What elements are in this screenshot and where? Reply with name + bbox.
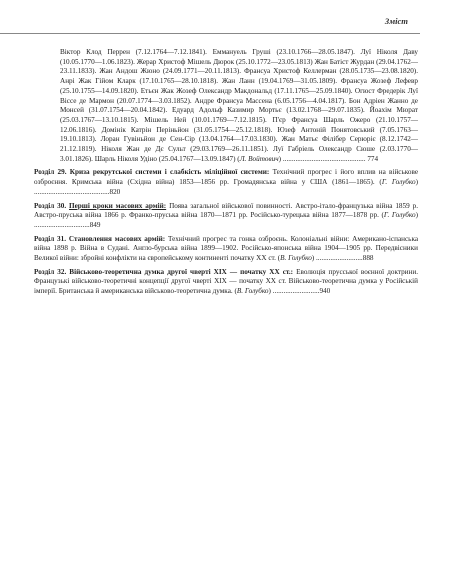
section-title: Криза рекрутської системи і слабкість міліційної системи: [69,168,270,177]
toc-leader-dots: ............................... [34,220,90,229]
toc-leader-dots: .......................................... [34,187,110,196]
table-of-contents [34,48,418,297]
toc-section-30[interactable]: Розділ 30. Перші кроки масових армій: Поява загальної військової повинності. Австро-італо-французька війна 1859 р. Австро-пруська війна 1866 р. Франко-пруська війна 1870—1871 рр. Російсько-турецька війна 1877—1878 рр. (Г. Голубко) ...............................849 [34,201,419,229]
section-page-number: 849 [89,220,101,229]
toc-page-number: 774 [367,154,379,163]
toc-entry-continued: Віктор Клод Перрен (7.12.1764—7.12.1841). Еммануель Груші (23.10.1766—28.05.1847). Луї Ніколя Даву (10.05.1770—1.06.1823). Жерар Христоф Мішель Дюрок (25.10.1772—23.05.1813) Жан Батіст Журдан (29.04.1762—23.11.1833). Жан Андош Жюно (24.09.1771—20.11.1813). Франсуа Христоф Келлерман (28.05.1735—23.08.1820). Анрі Жак Гійом Кларк (17.10.1765—28.10.1818). Жан Ланн (19.04.1769—31.05.1809). Франсуа Жозеф Лефевр (25.10.1755—14.09.1820). Етьєн Жак Жозеф Олександр Макдональд (17.11.1765—25.09.1840). Огюст Фредерік Луї Віссе де Мармон (20.07.1774—3.03.1852). Андре Франсуа Массена (6.05.1756—4.04.1817). Бон Адріен Жанно де Монсей (31.07.1754—20.04.1842). Едуард Адольф Казимир Мортьє (13.02.1768—29.07.1835). Йоахім Мюрат (25.03.1767—13.10.1815). Мішель Ней (10.01.1769—7.12.1815). П'єр Франсуа Шарль Ожеро (21.10.1757—12.06.1816). Домінік Катрін Періньйон (31.05.1754—25.12.1818). Юзеф Антоній Понятовський (7.05.1763—19.10.1813). Лоран Гувіньйон де Сен-Сір (13.04.1764—17.03.1830). Жан Матьє Філібер Серюріє (8.12.1742—21.12.1819). Ніколя Жан де Дє Сульт (29.03.1769—26.11.1851). Луї Габріель Олександр Сюше (2.03.1770—3.01.1826). Шарль Ніколя Удіно (25.04.1767—13.09.1847) (Л. Войтович) .............................................. 774 [60,48,418,163]
section-label: Розділ 29. [34,168,67,177]
toc-entry-author: Л. Войтович [239,154,279,163]
section-label: Розділ 30. [34,201,67,210]
section-title: Перші кроки масових армій: [69,201,167,210]
section-title: Військово-теоретична думка другої чверті XIX — початку XX ст.: [69,267,294,276]
section-author: Г. Голубко [381,178,416,187]
section-page-number: 940 [319,287,331,296]
toc-leader-dots: .......................... [270,287,320,296]
section-description: Технічний прогрес і його вплив на військове озброєння. Кримська війна (Східна війна) 1853—1856 рр. Громадянська війна у США (1861—1865). [34,168,419,187]
section-author: В. Голубко [280,254,312,263]
section-title: Становлення масових армій: [68,234,166,243]
header-rule [0,33,420,34]
section-page-number: 888 [362,254,374,263]
section-label: Розділ 32. [34,267,67,276]
toc-section-31[interactable]: Розділ 31. Становлення масових армій: Технічний прогрес та гонка озброєнь. Колоніальні війни: Американо-іспанська війна 1898 р. Війна в Судані. Англо-бурська війна 1899—1902. Російсько-японська війна 1904—1905 рр. Передвісники Великої війни: збройні конфлікти на європейському континенті початку XX ст. (В. Голубко) ..........................888 [34,234,419,263]
toc-leader-dots: .............................................. [281,154,368,163]
section-label: Розділ 31. [34,234,67,243]
toc-section-32[interactable]: Розділ 32. Військово-теоретична думка другої чверті XIX — початку XX ст.: Еволюція прусської воєнної доктрини. Французькі військово-теоретичні концепції другої чверті XIX — початку XX ст. Військово-теоретична думка у Російській імперії. Британська й американська військово-теоретична думка. (В. Голубко) ..........................940 [34,267,419,296]
section-description: Еволюція прусської воєнної доктрини. Французькі військово-теоретичні концепції другої чверті XIX — початку XX ст. Військово-теоретична думка у Російській імперії. Британська й американська військово-теоретична думка. [34,267,419,296]
section-author: Г. Голубко [383,211,416,220]
toc-leader-dots: .......................... [314,254,363,263]
section-description: Технічний прогрес та гонка озброєнь. Колоніальні війни: Американо-іспанська війна 1898 р. Війна в Судані. Англо-бурська війна 1899—1902. Російсько-японська війна 1904—1905 рр. Передвісники Великої війни: збройні конфлікти на європейському континенті початку XX ст. [34,234,419,263]
toc-entry-text: Віктор Клод Перрен (7.12.1764—7.12.1841). Еммануель Груші (23.10.1766—28.05.1847). Луї Ніколя Даву (10.05.1770—1.06.1823). Жерар Христоф Мішель Дюрок (25.10.1772—23.05.1813) Жан Батіст Журдан (29.04.1762—23.11.1833). Жан Андош Жюно (24.09.1771—20.11.1813). Франсуа Христоф Келлерман (28.05.1735—23.08.1820). Анрі Жак Гійом Кларк (17.10.1765—28.10.1818). Жан Ланн (19.04.1769—31.05.1809). Франсуа Жозеф Лефевр (25.10.1755—14.09.1820). Етьєн Жак Жозеф Олександр Макдональд (17.11.1765—25.09.1840). Огюст Фредерік Луї Віссе де Мармон (20.07.1774—3.03.1852). Андре Франсуа Массена (6.05.1756—4.04.1817). Бон Адріен Жанно де Монсей (31.07.1754—20.04.1842). Едуард Адольф Казимир Мортьє (13.02.1768—29.07.1835). Йоахім Мюрат (25.03.1767—13.10.1815). Мішель Ней (10.01.1769—7.12.1815). П'єр Франсуа Шарль Ожеро (21.10.1757—12.06.1816). Домінік Катрін Періньйон (31.05.1754—25.12.1818). Юзеф Антоній Понятовський (7.05.1763—19.10.1813). Лоран Гувіньйон де Сен-Сір (13.04.1764—17.03.1830). Жан Матьє Філібер Серюріє (8.12.1742—21.12.1819). Ніколя Жан де Дє Сульт (29.03.1769—26.11.1851). Луї Габріель Олександр Сюше (2.03.1770—3.01.1826). Шарль Ніколя Удіно (25.04.1767—13.09.1847) [60,48,418,163]
section-page-number: 820 [109,187,121,196]
toc-section-29[interactable]: Розділ 29. Криза рекрутської системи і слабкість міліційної системи: Технічний прогрес і його вплив на військове озброєння. Кримська війна (Східна війна) 1853—1856 рр. Громадянська війна у США (1861—1865). (Г. Голубко) ..........................................820 [34,168,419,196]
section-author: В. Голубко [236,287,269,296]
running-header: Зміст [384,16,408,26]
section-description: Поява загальної військової повинності. Австро-італо-французька війна 1859 р. Австро-пруська війна 1866 р. Франко-пруська війна 1870—1871 рр. Російсько-турецька війна 1877—1878 рр. [34,201,419,220]
